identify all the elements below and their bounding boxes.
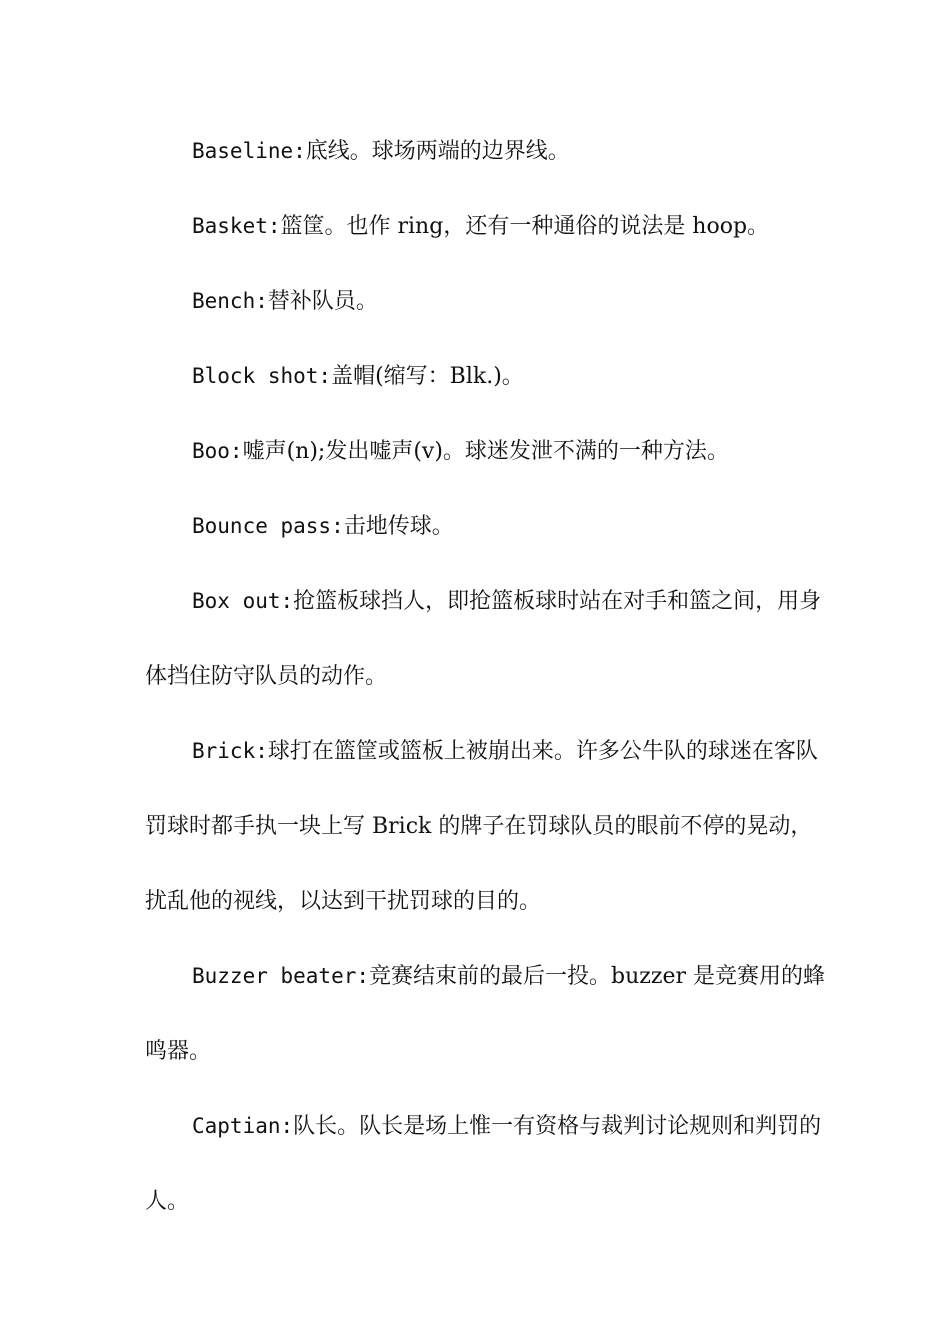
entry-definition: 竞赛结束前的最后一投。buzzer 是竞赛用的蜂鸣器。 bbox=[145, 964, 825, 1064]
glossary-entry-buzzer-beater bbox=[145, 939, 825, 1089]
entry-definition: 击地传球。 bbox=[343, 514, 454, 539]
entry-definition: 队长。队长是场上惟一有资格与裁判讨论规则和判罚的人。 bbox=[145, 1114, 822, 1214]
entry-term: Box out: bbox=[192, 589, 294, 613]
entry-term: Buzzer beater: bbox=[192, 964, 370, 988]
entry-definition: 底线。球场两端的边界线。 bbox=[305, 139, 570, 164]
glossary-entry-block-shot bbox=[145, 339, 825, 414]
entry-term: Brick: bbox=[192, 739, 268, 763]
entry-term: Bounce pass: bbox=[192, 514, 344, 538]
glossary-entry-brick bbox=[145, 714, 825, 939]
entry-definition: 抢篮板球挡人，即抢篮板球时站在对手和篮之间，用身体挡住防守队员的动作。 bbox=[145, 589, 822, 689]
entry-term: Boo: bbox=[192, 439, 243, 463]
entry-term: Baseline: bbox=[192, 139, 306, 163]
glossary-entry-captian bbox=[145, 1089, 825, 1239]
glossary-entry-bounce-pass bbox=[145, 489, 825, 564]
entry-definition: 盖帽(缩写：Blk.)。 bbox=[331, 364, 524, 389]
glossary-body bbox=[145, 114, 825, 1239]
entry-term: Captian: bbox=[192, 1114, 294, 1138]
glossary-entry-boo bbox=[145, 414, 825, 489]
entry-term: Basket: bbox=[192, 214, 281, 238]
glossary-entry-box-out bbox=[145, 564, 825, 714]
glossary-entry-baseline bbox=[145, 114, 825, 189]
entry-definition: 篮筐。也作 ring，还有一种通俗的说法是 hoop。 bbox=[280, 214, 770, 239]
entry-definition: 替补队员。 bbox=[267, 289, 378, 314]
glossary-entry-basket bbox=[145, 189, 825, 264]
entry-term: Bench: bbox=[192, 289, 268, 313]
entry-definition: 球打在篮筐或篮板上被崩出来。许多公牛队的球迷在客队罚球时都手执一块上写 Brick 的牌子在罚球队员的眼前不停的晃动，扰乱他的视线，以达到干扰罚球的目的。 bbox=[145, 739, 818, 914]
entry-definition: 嘘声(n);发出嘘声(v)。球迷发泄不满的一种方法。 bbox=[242, 439, 729, 464]
entry-term: Block shot: bbox=[192, 364, 332, 388]
glossary-entry-bench bbox=[145, 264, 825, 339]
